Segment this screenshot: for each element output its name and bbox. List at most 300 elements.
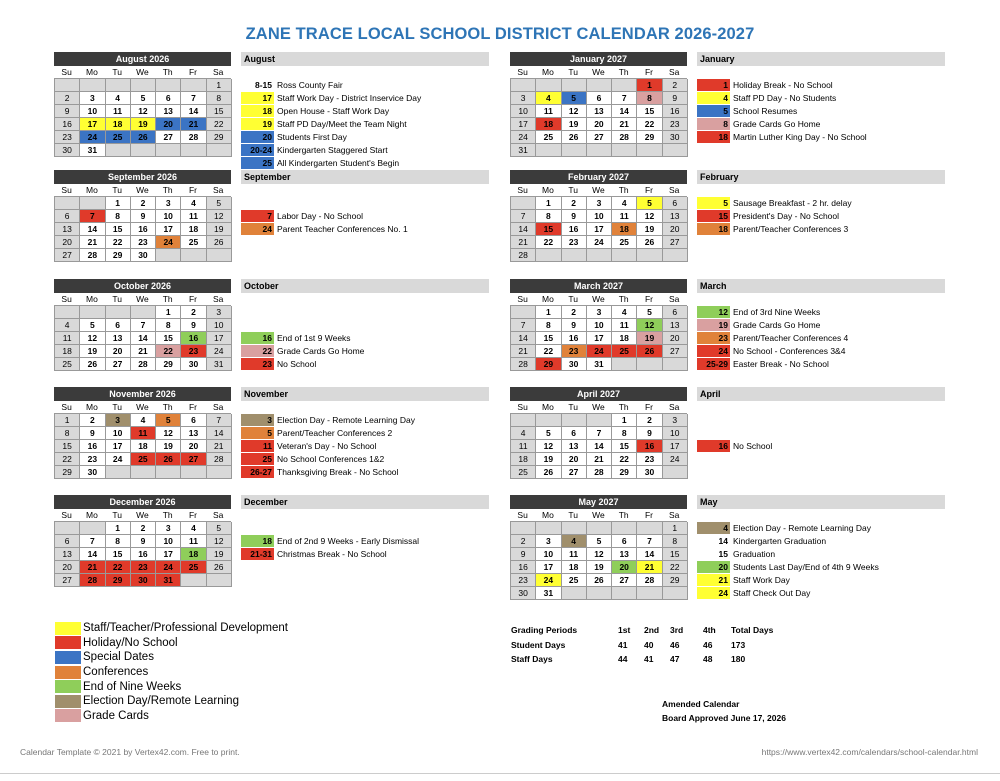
- day-cell: 12: [536, 440, 561, 453]
- event-date: 14: [718, 535, 728, 546]
- weekday-label: Th: [618, 402, 629, 412]
- weekday-label: We: [592, 67, 605, 77]
- day-cell: 14: [181, 105, 206, 118]
- day-cell: [181, 249, 206, 262]
- event-row: [241, 344, 489, 357]
- events-panel: [697, 387, 945, 452]
- event-row: [241, 196, 489, 209]
- month-header: February 2027: [510, 170, 687, 184]
- day-cell: 3: [587, 197, 612, 210]
- day-cell: 4: [55, 319, 80, 332]
- event-row: [697, 130, 945, 143]
- day-cell: 24: [80, 131, 105, 144]
- day-cell: 24: [663, 453, 688, 466]
- grading-header: Total Days: [731, 625, 774, 636]
- day-cell: 11: [511, 440, 536, 453]
- event-row: [697, 344, 945, 357]
- event-text: End of 3rd Nine Weeks: [733, 306, 821, 317]
- day-cell: 12: [80, 332, 105, 345]
- day-cell: 18: [181, 548, 206, 561]
- event-date: 25-29: [697, 358, 730, 370]
- day-cell: [511, 197, 536, 210]
- month-calendar: [510, 170, 687, 262]
- weekday-label: We: [136, 185, 149, 195]
- day-cell: 16: [131, 223, 156, 236]
- event-date: 22: [241, 345, 274, 357]
- weekday-label: Sa: [669, 67, 680, 77]
- grading-cell: 46: [703, 639, 713, 650]
- day-grid: [54, 521, 231, 587]
- legend-label: Election Day/Remote Learning: [83, 695, 239, 708]
- day-cell: 7: [511, 319, 536, 332]
- day-grid: [54, 413, 231, 479]
- event-date: 19: [697, 319, 730, 331]
- day-cell: 13: [562, 440, 587, 453]
- day-cell: 21: [637, 561, 662, 574]
- day-cell: 7: [181, 92, 206, 105]
- event-row: [241, 318, 489, 331]
- day-cell: 13: [106, 332, 131, 345]
- day-cell: [511, 414, 536, 427]
- month-header: September 2026: [54, 170, 231, 184]
- event-row: [241, 357, 489, 370]
- weekday-label: We: [592, 185, 605, 195]
- event-text: Staff PD Day - No Students: [733, 92, 837, 103]
- weekday-label: Mo: [85, 294, 98, 304]
- day-cell: 28: [511, 249, 536, 262]
- event-text: School Resumes: [733, 105, 798, 116]
- day-cell: 21: [131, 345, 156, 358]
- legend: [55, 621, 288, 723]
- event-text: All Kindergarten Student's Begin: [277, 157, 400, 168]
- weekday-label: Tu: [568, 185, 578, 195]
- weekday-label: Th: [618, 510, 629, 520]
- month-header: May 2027: [510, 495, 687, 509]
- day-cell: 29: [637, 131, 662, 144]
- day-cell: 22: [536, 236, 561, 249]
- day-cell: [131, 306, 156, 319]
- day-cell: [562, 414, 587, 427]
- day-cell: [587, 587, 612, 600]
- event-row: [697, 357, 945, 370]
- day-cell: 5: [562, 92, 587, 105]
- weekday-label: Th: [618, 67, 629, 77]
- day-cell: 6: [663, 197, 688, 210]
- day-cell: 3: [106, 414, 131, 427]
- day-cell: 7: [612, 92, 637, 105]
- day-cell: 7: [80, 535, 105, 548]
- day-cell: 16: [511, 561, 536, 574]
- day-cell: [181, 466, 206, 479]
- weekday-label: Sa: [213, 294, 224, 304]
- day-cell: 2: [131, 522, 156, 535]
- day-cell: 10: [207, 319, 232, 332]
- day-cell: 12: [637, 210, 662, 223]
- day-cell: 30: [80, 466, 105, 479]
- month-header: August 2026: [54, 52, 231, 66]
- legend-swatch: [55, 695, 81, 708]
- weekday-label: Su: [61, 67, 72, 77]
- day-cell: 18: [131, 440, 156, 453]
- event-date: 25: [241, 453, 274, 465]
- day-cell: 17: [587, 223, 612, 236]
- event-row: [241, 143, 489, 156]
- month-header: November 2026: [54, 387, 231, 401]
- event-row: [241, 130, 489, 143]
- day-cell: [536, 414, 561, 427]
- day-cell: 1: [156, 306, 181, 319]
- day-cell: 31: [587, 358, 612, 371]
- grading-cell: 46: [670, 639, 680, 650]
- day-cell: 3: [536, 535, 561, 548]
- day-cell: 8: [55, 427, 80, 440]
- grading-header: 1st: [618, 625, 631, 636]
- day-cell: 28: [131, 358, 156, 371]
- event-text: Parent/Teacher Conferences 3: [733, 223, 849, 234]
- weekday-label: Sa: [213, 402, 224, 412]
- day-cell: 17: [536, 561, 561, 574]
- day-cell: 28: [80, 249, 105, 262]
- event-row: [241, 547, 489, 560]
- weekday-label: Sa: [213, 510, 224, 520]
- day-cell: 26: [536, 466, 561, 479]
- day-cell: 30: [181, 358, 206, 371]
- day-cell: 15: [637, 105, 662, 118]
- footer-copyright: Calendar Template © 2021 by Vertex42.com. Free to print.: [20, 747, 240, 757]
- legend-item: [55, 709, 288, 724]
- day-cell: 5: [637, 197, 662, 210]
- day-cell: 15: [106, 223, 131, 236]
- event-row: [697, 305, 945, 318]
- event-date: 12: [697, 306, 730, 318]
- events-header: September: [241, 170, 489, 184]
- event-row: [697, 439, 945, 452]
- event-row: [697, 196, 945, 209]
- month-calendar: [510, 279, 687, 371]
- day-grid: [510, 413, 687, 479]
- day-cell: 31: [511, 144, 536, 157]
- day-cell: [207, 466, 232, 479]
- day-cell: 9: [637, 427, 662, 440]
- day-cell: 7: [511, 210, 536, 223]
- day-cell: 20: [55, 236, 80, 249]
- day-cell: 2: [80, 414, 105, 427]
- day-cell: 2: [511, 535, 536, 548]
- day-cell: 8: [207, 92, 232, 105]
- event-date: [241, 522, 274, 534]
- day-cell: 18: [106, 118, 131, 131]
- day-cell: 9: [562, 319, 587, 332]
- event-date: [697, 414, 730, 426]
- day-cell: 5: [131, 92, 156, 105]
- day-cell: 2: [55, 92, 80, 105]
- day-cell: 31: [80, 144, 105, 157]
- day-cell: 11: [612, 319, 637, 332]
- day-cell: 19: [156, 440, 181, 453]
- day-cell: 20: [562, 453, 587, 466]
- weekday-label: Tu: [568, 510, 578, 520]
- day-cell: 5: [207, 522, 232, 535]
- amended-line: Amended Calendar: [662, 699, 740, 709]
- weekday-label: We: [136, 402, 149, 412]
- day-cell: 19: [562, 118, 587, 131]
- day-cell: 28: [181, 131, 206, 144]
- event-date: 21-31: [241, 548, 274, 560]
- day-cell: 11: [612, 210, 637, 223]
- day-cell: 11: [562, 548, 587, 561]
- month-header: January 2027: [510, 52, 687, 66]
- day-cell: 5: [80, 319, 105, 332]
- day-cell: 9: [131, 210, 156, 223]
- event-date: 26-27: [241, 466, 274, 478]
- event-text: Martin Luther King Day - No School: [733, 131, 867, 142]
- weekday-label: Tu: [112, 67, 122, 77]
- weekday-label: Su: [517, 185, 528, 195]
- event-date: 17: [241, 92, 274, 104]
- day-cell: 16: [637, 440, 662, 453]
- legend-label: Conferences: [83, 666, 149, 679]
- legend-swatch: [55, 709, 81, 722]
- day-cell: 17: [207, 332, 232, 345]
- event-text: Thanksgiving Break - No School: [277, 466, 399, 477]
- day-cell: 24: [156, 561, 181, 574]
- event-date: 20: [697, 561, 730, 573]
- day-cell: 5: [156, 414, 181, 427]
- day-cell: [156, 466, 181, 479]
- event-text: Grade Cards Go Home: [733, 118, 821, 129]
- day-cell: 29: [106, 574, 131, 587]
- day-cell: 8: [612, 427, 637, 440]
- weekday-label: Su: [517, 67, 528, 77]
- event-date: 18: [241, 535, 274, 547]
- day-cell: [55, 197, 80, 210]
- legend-swatch: [55, 651, 81, 664]
- day-cell: 25: [55, 358, 80, 371]
- event-text: Grade Cards Go Home: [733, 319, 821, 330]
- grading-row: [511, 652, 773, 667]
- day-cell: 10: [587, 210, 612, 223]
- day-cell: 9: [55, 105, 80, 118]
- day-cell: 23: [663, 118, 688, 131]
- event-text: Veteran's Day - No School: [277, 440, 377, 451]
- day-cell: 20: [106, 345, 131, 358]
- event-row: [241, 91, 489, 104]
- event-text: Parent/Teacher Conferences 2: [277, 427, 393, 438]
- day-cell: 1: [106, 197, 131, 210]
- event-row: [697, 209, 945, 222]
- weekday-label: Tu: [568, 67, 578, 77]
- day-cell: [511, 522, 536, 535]
- day-cell: [131, 79, 156, 92]
- day-cell: 28: [612, 131, 637, 144]
- day-cell: 16: [562, 223, 587, 236]
- weekday-label: Sa: [669, 294, 680, 304]
- day-cell: 30: [131, 574, 156, 587]
- event-row: [697, 117, 945, 130]
- event-row: [241, 426, 489, 439]
- day-cell: 11: [181, 535, 206, 548]
- day-cell: 10: [587, 319, 612, 332]
- event-row: [241, 534, 489, 547]
- day-cell: 11: [106, 105, 131, 118]
- day-cell: 7: [80, 210, 105, 223]
- event-date: 20: [241, 131, 274, 143]
- event-text: Staff Work Day - District Inservice Day: [277, 92, 422, 103]
- day-cell: 25: [612, 236, 637, 249]
- day-cell: 25: [131, 453, 156, 466]
- day-cell: 21: [80, 561, 105, 574]
- day-cell: 18: [511, 453, 536, 466]
- day-cell: [131, 144, 156, 157]
- day-cell: 12: [562, 105, 587, 118]
- event-text: End of 2nd 9 Weeks - Early Dismissal: [277, 535, 420, 546]
- day-cell: 15: [156, 332, 181, 345]
- footer-url[interactable]: https://www.vertex42.com/calendars/school-calendar.html: [761, 747, 978, 757]
- event-row: [697, 426, 945, 439]
- events-panel: [697, 279, 945, 370]
- event-text: Students First Day: [277, 131, 347, 142]
- weekday-label: We: [592, 402, 605, 412]
- day-cell: 2: [562, 197, 587, 210]
- day-cell: 23: [131, 236, 156, 249]
- day-cell: 14: [587, 440, 612, 453]
- grading-cell: 40: [644, 639, 654, 650]
- events-header: March: [697, 279, 945, 293]
- weekday-header: [510, 293, 687, 305]
- day-cell: 17: [663, 440, 688, 453]
- event-date: 11: [241, 440, 274, 452]
- day-cell: 25: [181, 561, 206, 574]
- event-text: Election Day - Remote Learning Day: [733, 522, 871, 533]
- day-cell: 22: [663, 561, 688, 574]
- day-cell: 8: [536, 210, 561, 223]
- day-cell: 22: [156, 345, 181, 358]
- events-header: October: [241, 279, 489, 293]
- day-cell: [80, 306, 105, 319]
- day-cell: 2: [663, 79, 688, 92]
- event-date: 7: [241, 210, 274, 222]
- day-cell: 12: [207, 535, 232, 548]
- day-cell: 19: [637, 332, 662, 345]
- day-cell: 27: [106, 358, 131, 371]
- day-cell: 25: [536, 131, 561, 144]
- day-cell: [536, 249, 561, 262]
- weekday-label: Fr: [644, 402, 653, 412]
- events-header: November: [241, 387, 489, 401]
- event-date: 15: [718, 548, 728, 559]
- day-cell: 27: [663, 236, 688, 249]
- day-cell: 3: [156, 197, 181, 210]
- day-cell: 29: [55, 466, 80, 479]
- day-cell: 15: [207, 105, 232, 118]
- day-cell: 1: [663, 522, 688, 535]
- day-cell: 4: [612, 306, 637, 319]
- day-cell: 20: [181, 440, 206, 453]
- day-cell: [663, 249, 688, 262]
- day-cell: 6: [663, 306, 688, 319]
- weekday-label: Fr: [188, 402, 197, 412]
- day-cell: 23: [181, 345, 206, 358]
- day-cell: 6: [612, 535, 637, 548]
- day-cell: 26: [156, 453, 181, 466]
- grading-header: 2nd: [644, 625, 660, 636]
- day-cell: 4: [562, 535, 587, 548]
- weekday-header: [54, 184, 231, 196]
- day-cell: 24: [511, 131, 536, 144]
- divider: [0, 773, 1000, 774]
- day-cell: 23: [55, 131, 80, 144]
- day-cell: 1: [612, 414, 637, 427]
- weekday-header: [54, 293, 231, 305]
- event-date: 15: [697, 210, 730, 222]
- day-cell: 22: [106, 236, 131, 249]
- day-cell: 13: [587, 105, 612, 118]
- grading-header: 4th: [703, 625, 716, 636]
- day-cell: 28: [207, 453, 232, 466]
- event-date: 18: [697, 131, 730, 143]
- weekday-label: Fr: [188, 510, 197, 520]
- day-cell: 21: [587, 453, 612, 466]
- day-grid: [510, 521, 687, 600]
- weekday-label: Su: [61, 294, 72, 304]
- day-cell: 8: [156, 319, 181, 332]
- day-cell: 14: [612, 105, 637, 118]
- event-date: 3: [241, 414, 274, 426]
- day-cell: [587, 144, 612, 157]
- day-cell: [587, 249, 612, 262]
- day-cell: 10: [663, 427, 688, 440]
- weekday-label: Tu: [112, 510, 122, 520]
- day-cell: 6: [181, 414, 206, 427]
- events-header: February: [697, 170, 945, 184]
- day-cell: 30: [55, 144, 80, 157]
- event-row: [697, 318, 945, 331]
- day-cell: 9: [181, 319, 206, 332]
- day-cell: 24: [156, 236, 181, 249]
- day-cell: [511, 79, 536, 92]
- day-grid: [54, 78, 231, 157]
- day-cell: 17: [587, 332, 612, 345]
- weekday-label: Sa: [213, 67, 224, 77]
- month-header: April 2027: [510, 387, 687, 401]
- event-text: Election Day - Remote Learning Day: [277, 414, 415, 425]
- event-text: No School: [277, 358, 317, 369]
- day-cell: [106, 306, 131, 319]
- day-cell: 10: [511, 105, 536, 118]
- day-cell: 4: [181, 522, 206, 535]
- day-cell: 16: [55, 118, 80, 131]
- day-cell: 10: [156, 535, 181, 548]
- day-cell: [562, 587, 587, 600]
- day-cell: 18: [181, 223, 206, 236]
- day-cell: [637, 249, 662, 262]
- day-cell: 8: [637, 92, 662, 105]
- month-calendar: [54, 495, 231, 587]
- event-date: 8: [697, 118, 730, 130]
- day-cell: 16: [562, 332, 587, 345]
- approval-line: Board Approved June 17, 2026: [662, 713, 786, 723]
- day-cell: 16: [663, 105, 688, 118]
- day-cell: [663, 466, 688, 479]
- day-cell: 26: [131, 131, 156, 144]
- day-cell: 30: [637, 466, 662, 479]
- weekday-label: Su: [61, 402, 72, 412]
- event-date: 4: [697, 92, 730, 104]
- day-cell: [80, 522, 105, 535]
- weekday-label: Th: [162, 185, 173, 195]
- day-cell: 20: [663, 223, 688, 236]
- events-panel: [241, 387, 489, 478]
